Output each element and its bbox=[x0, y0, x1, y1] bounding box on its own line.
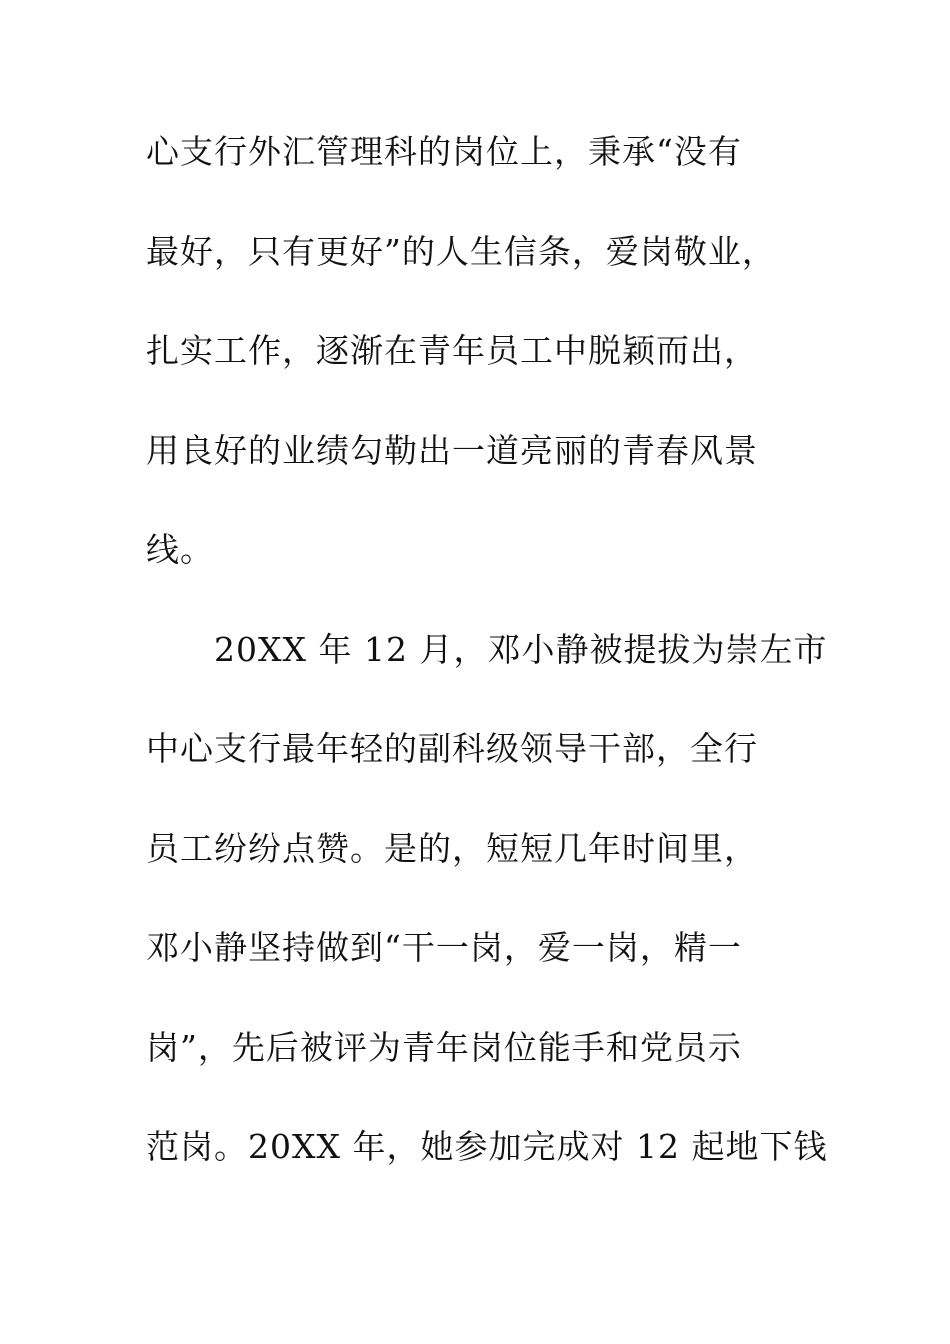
text-line: 20XX 年 12 月，邓小静被提拔为崇左市 bbox=[214, 630, 828, 669]
text-line: 用良好的业绩勾勒出一道亮丽的青春风景 bbox=[146, 431, 758, 470]
text-line: 心支行外汇管理科的岗位上，秉承“没有 bbox=[146, 132, 742, 171]
text-line: 邓小静坚持做到“干一岗，爱一岗，精一 bbox=[146, 928, 742, 967]
text-line: 范岗。20XX 年，她参加完成对 12 起地下钱 bbox=[146, 1127, 828, 1166]
text-line: 岗”，先后被评为青年岗位能手和党员示 bbox=[146, 1028, 742, 1067]
text-line: 员工纷纷点赞。是的，短短几年时间里， bbox=[146, 829, 758, 868]
text-line: 线。 bbox=[146, 530, 214, 569]
text-line: 中心支行最年轻的副科级领导干部，全行 bbox=[146, 729, 758, 768]
text-line: 扎实工作，逐渐在青年员工中脱颖而出， bbox=[146, 331, 758, 370]
text-line: 最好，只有更好”的人生信条，爱岗敬业， bbox=[146, 232, 776, 271]
